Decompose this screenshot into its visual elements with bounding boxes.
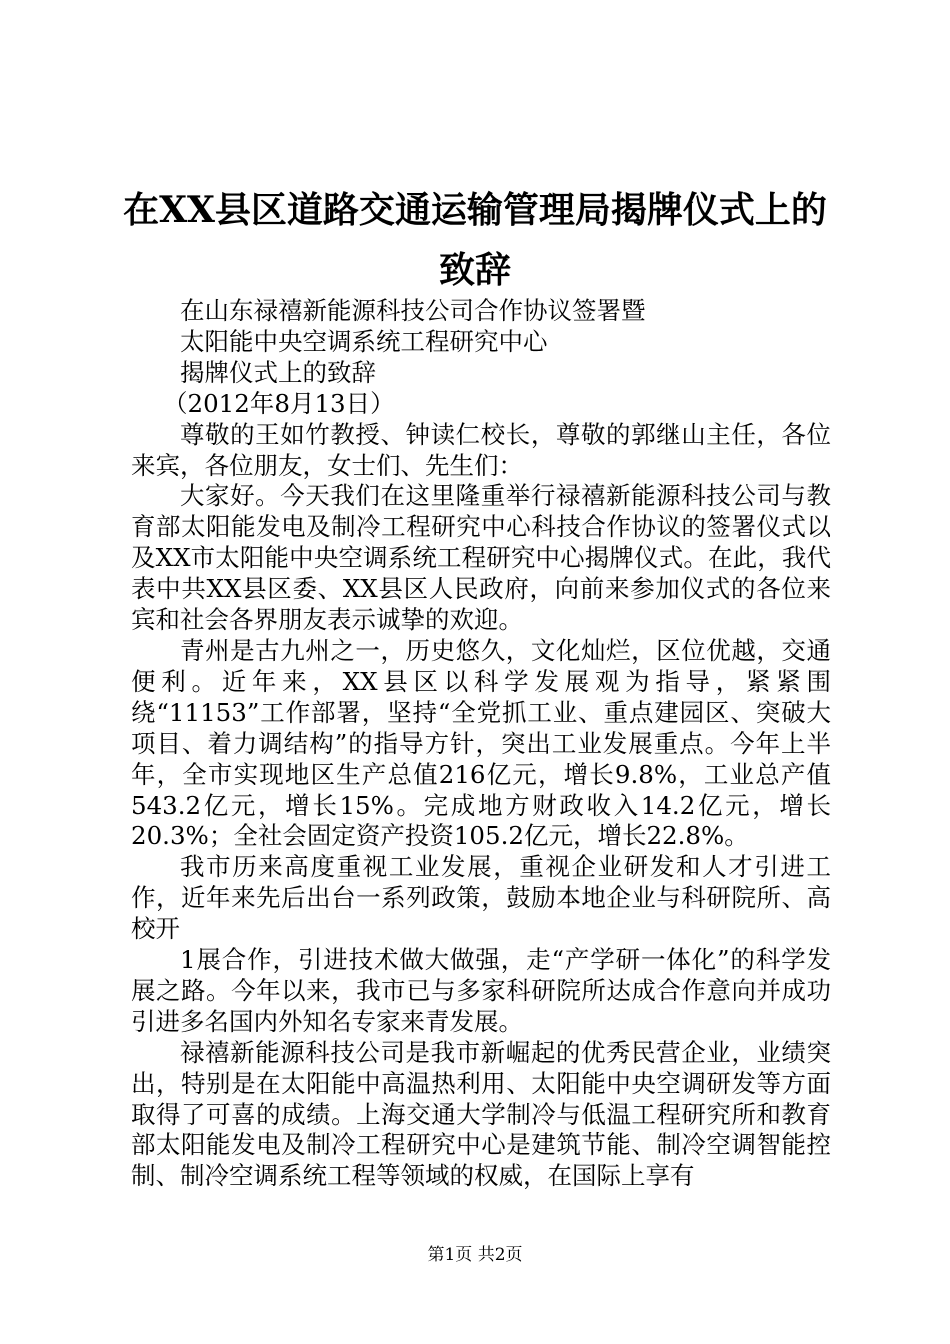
page-footer — [0, 1243, 950, 1267]
paragraph-industry: 我市历来高度重视工业发展，重视企业研发和人才引进工作，近年来先后出台一系列政策，鼓励本地企业与科研院所、高校开 — [131, 852, 831, 944]
paragraph-welcome: 大家好。今天我们在这里隆重举行禄禧新能源科技公司与教育部太阳能发电及制冷工程研究中心科技合作协议的签署仪式以及XX市太阳能中央空调系统工程研究中心揭牌仪式。在此，我代表中共XX县区委、XX县区人民政府，向前来参加仪式的各位来宾和社会各界朋友表示诚挚的欢迎。 — [131, 481, 831, 635]
title-line-1: 在XX县区道路交通运输管理局揭牌仪式上的 — [123, 189, 827, 231]
paragraph-company: 禄禧新能源科技公司是我市新崛起的优秀民营企业，业绩突出，特别是在太阳能中高温热利用、太阳能中央空调研发等方面取得了可喜的成绩。上海交通大学制冷与低温工程研究所和教育部太阳能发电及制冷工程研究中心是建筑节能、制冷空调智能控制、制冷空调系统工程等领域的权威，在国际上享有 — [131, 1037, 831, 1191]
paragraph-greeting: 尊敬的王如竹教授、钟读仁校长，尊敬的郭继山主任，各位来宾，各位朋友，女士们、先生们： — [131, 419, 831, 480]
title-line-2: 致辞 — [438, 249, 511, 291]
paragraph-continuation: 1展合作，引进技术做大做强，走“产学研一体化”的科学发展之路。今年以来，我市已与多家科研院所达成合作意向并成功引进多名国内外知名专家来青发展。 — [131, 945, 831, 1036]
header-line: 在山东禄禧新能源科技公司合作协议签署暨 — [180, 296, 646, 325]
header-line: 揭牌仪式上的致辞 — [180, 357, 376, 387]
page-indicator: 第1页 共2页 — [427, 1245, 523, 1265]
date-line: （2012年8月13日） — [163, 388, 395, 418]
document-title — [100, 180, 850, 300]
paragraph-qingzhou: 青州是古九州之一，历史悠久，文化灿烂，区位优越，交通便利。近年来，XX县区以科学发展观为指导，紧紧围绕“11153”工作部署，坚持“全党抓工业、重点建园区、突破大项目、着力调结构”的指导方针，突出工业发展重点。今年上半年，全市实现地区生产总值216亿元，增长9.8%，工业总产值543.2亿元，增长15%。完成地方财政收入14.2亿元，增长20.3%；全社会固定资产投资105.2亿元，增长22.8%。 — [131, 635, 831, 851]
document-body — [131, 296, 831, 1192]
header-line: 太阳能中央空调系统工程研究中心 — [180, 326, 548, 356]
